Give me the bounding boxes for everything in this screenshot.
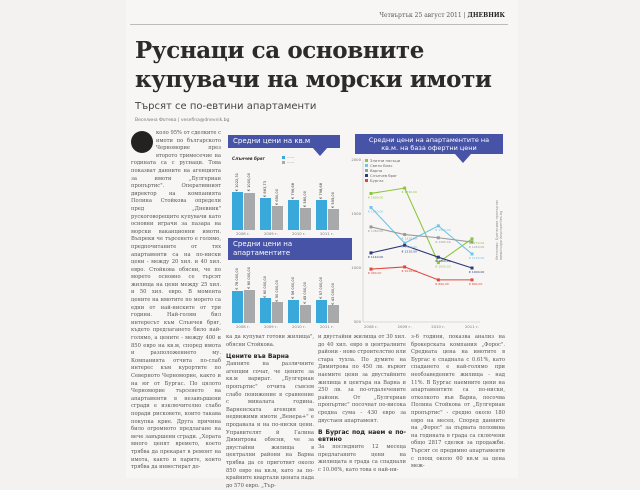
bar-value-label: € 43 000,00 — [331, 282, 335, 305]
bar — [260, 298, 271, 323]
data-label: € 1240,00 — [469, 245, 485, 250]
data-label: € 890,00 — [435, 281, 449, 286]
bar-value-label: € 650,00 — [275, 188, 279, 205]
x-tick-label: 2010 г. — [292, 324, 307, 329]
bar-value-label: € 555,00 — [331, 192, 335, 209]
bar — [300, 208, 311, 230]
data-label: € 1000,00 — [469, 270, 485, 274]
column-text: з-6 години, показва анализ на брокерската компания „Форос". Средната цена на имотите в Бургас е спаднала с 0.61%, като спадането е най-голямо при необзаведените жилища - над 11%. В Бургас наемните цени на апартаментите са по-ниски, отколкото във Варна, посочва Полина Стойкова от „Булгериан пропъртис" - средно около 180 евро на месец. Според данните на „Форос" за първата половина на годината в града са сключени общо 2817 сделки за продажби. Търсят се предимно апартаменти с площ около 60 кв.м за цена меж- — [411, 334, 505, 470]
bar-value-label: € 1022,31 — [235, 172, 239, 191]
data-label: € 1270,00 — [469, 240, 485, 245]
x-tick-label: 2008 г. — [363, 324, 379, 329]
bar — [272, 206, 283, 230]
bar — [316, 300, 327, 323]
column-text: коло 95% от сделките с имоти по българското Черноморие през второто тримесечие на годината са с руснаци. Това показват данните на агенцията за имоти „Булгериан пропъртис". Оперативният директор на компанията Полина Стойкова определи пред „Дневник" рускоговорещите купувачи като основни играчи за пазара на морски ваканционни имоти. Въпреки че търсенето е голямо, предпочитаните от тях апартаменти са на по-ниски цени - между 20 хил. и 40 хил. евро. Стойкова обясни, че по морето основно се търсят жилища на цени между 25 хил. и 50 хил. евро. В момента цените на имотите по морето са едни от най-ниските от три години. Най-голям бил интересът към Слънчев бряг, където предлагането било най-голямо, а цените - между 400 и 850 евро на кв.м, според имота и разположението му. Компанията отчита по-слаб интерес към курортите по Северното Черноморие, както и на юг от Бургас. По цялото Черноморие търсенето на апартаменти в незавършени сгради е изключително слабо поради рисковете, които такава покупка крие. Друга причина било огромното предлагане на вече завършени сгради. „Хората много ценят времето, което трябва да прекарат в ремонт на имота, както и парите, които трябва да инвестират до- — [131, 130, 221, 471]
issue-date: Четвъртък 25 август 2011 — [379, 12, 462, 19]
x-tick-label: 2009 г. — [264, 231, 279, 236]
data-label: € 1210,00 — [401, 249, 417, 254]
legend-item: Бургас — [365, 178, 400, 183]
newspaper-name: ДНЕВНИК — [467, 12, 505, 19]
column-text: ка да купуват готови жилища", обясни Стойкова. — [226, 334, 314, 348]
bar-value-label: € 50 000,00 — [275, 279, 279, 302]
callout-pointer — [312, 147, 328, 156]
y-tick-label: 500 — [353, 319, 361, 324]
article-subtitle: Търсят се по-евтини апартаменти — [135, 101, 317, 112]
x-tick-label: 2010 г. — [431, 324, 446, 329]
data-label: € 1390,00 — [435, 227, 451, 232]
data-label: € 1010,00 — [401, 268, 417, 273]
bar-value-label: € 60 000,00 — [263, 275, 267, 298]
chart-1-title: Средни цени на кв.м — [228, 135, 340, 148]
bar — [244, 290, 255, 323]
data-label: € 1380,00 — [368, 228, 384, 233]
data-label: € 1130,00 — [469, 255, 485, 260]
bar — [288, 300, 299, 323]
bar — [260, 198, 271, 230]
chart-3-source: Източник: Булгериан пропъртис www.bulgarianproperties.bg — [495, 199, 503, 260]
column-text: За последните 12 месеца предлаганите цени на жилищата в града са спаднали с 10.06%, като това е най-ни- — [318, 444, 406, 473]
column-3 — [318, 334, 406, 476]
column-4 — [411, 334, 505, 476]
x-tick-label: 2008 г. — [236, 231, 251, 236]
column-text: Данните на различните агенции сочат, че цените за кв.м варират. „Булгериан пропъртис" отчита съвсем слабо понижение в сравнение с миналата година. Варненската агенция за недвижими имоти „Венера+" е продавала и на по-ниски цени. Управителят й Галина Димитрова обясни, че за двустайни жилища в централни райони на Варна трябва да се приготвят около 850 евро на кв.м, като за по-крайните квартали цената пада до 570 евро. „Тър- — [226, 361, 314, 489]
data-label: € 1140,00 — [368, 254, 384, 259]
bar-value-label: € 1000,00 — [247, 173, 251, 192]
bar-value-label: € 80 000,00 — [247, 267, 251, 290]
column-text: и двустайни жилища от 30 хил. до 40 хил. евро в централните райони - ново строителство или стара тухла. По думите на Димитрова по 450 лв. вървят наемите цени за двустайните жилища в центъра на Варна и 250 лв. за по-отдалечените райони. От „Булгериан пропъртис" посочват по-висока средна сума - 430 евро за двустаен апартамент. — [318, 334, 406, 424]
bar — [232, 192, 243, 230]
subheading: Цените във Варна — [226, 353, 289, 361]
chart-1-legend: ······ ······ — [282, 155, 294, 165]
bar-value-label: € 798,68 — [319, 183, 323, 200]
bar — [232, 291, 243, 323]
bar-value-label: € 796,68 — [291, 183, 295, 200]
bar — [288, 200, 299, 230]
chart-3-title: Средни цени на апартаментите на кв.м. на база офертни цени — [355, 134, 503, 154]
data-label: € 1740,00 — [401, 190, 417, 195]
legend-item: Златни пясъци — [365, 158, 400, 163]
y-tick-label: 2000 — [351, 157, 361, 162]
data-label: € 1230,00 — [401, 245, 417, 250]
chart-2-plot — [232, 267, 344, 329]
callout-pointer — [318, 250, 334, 259]
bar-value-label: € 56 000,00 — [291, 277, 295, 299]
bar-value-label: € 57 000,00 — [319, 276, 323, 299]
bar-value-label: € 78 000,00 — [235, 268, 239, 290]
legend-item: Свети Влас — [365, 163, 400, 168]
byline: Веселина Фотева | vesefina@dnevnik.bg — [135, 118, 230, 123]
header-rule — [130, 24, 508, 25]
x-tick-label: 2009 г. — [264, 324, 279, 329]
x-tick-label: 2011 г. — [320, 324, 335, 329]
data-label: € 1280,00 — [435, 239, 451, 244]
bar — [328, 305, 339, 323]
bar — [272, 302, 283, 323]
dropcap-o — [131, 131, 153, 153]
x-tick-label: 2010 г. — [292, 231, 307, 236]
y-tick-label: 1000 — [351, 265, 361, 270]
data-label: € 1560,00 — [368, 209, 384, 214]
column-2 — [226, 334, 314, 489]
chart-2-title: Средни цени на апартаментите — [228, 238, 352, 260]
subheading: В Бургас под наем е по-евтино — [318, 429, 406, 444]
x-tick-label: 2011 г. — [464, 324, 480, 329]
data-label: € 1310,00 — [401, 236, 417, 241]
column-1 — [131, 130, 221, 475]
bar-value-label: € 863,73 — [263, 180, 267, 197]
legend-item: Варна — [365, 168, 400, 173]
data-label: € 1050,00 — [435, 264, 451, 269]
bar-value-label: € 45 000,00 — [303, 281, 307, 304]
bar — [300, 305, 311, 324]
legend-item: Слънчев бряг — [365, 173, 400, 178]
chart-3-plot — [345, 155, 493, 333]
data-label: € 1690,00 — [368, 195, 384, 200]
page-header: Четвъртък 25 август 2011 | ДНЕВНИК — [379, 12, 505, 19]
bar — [316, 200, 327, 230]
x-tick-label: 2009 г. — [397, 324, 412, 329]
data-label: € 890,00 — [469, 281, 483, 286]
series-line — [371, 245, 472, 268]
data-label: € 1100,00 — [435, 259, 451, 264]
data-label: € 990,00 — [368, 271, 382, 276]
x-tick-label: 2011 г. — [320, 231, 335, 236]
chart-1-plot — [232, 172, 344, 236]
chart-1-subtitle: Слънчев бряг — [232, 156, 265, 161]
bar — [244, 193, 255, 230]
article-title: Руснаци са основните купувачи на морски имоти — [135, 37, 492, 93]
bar-value-label: € 580,00 — [303, 191, 307, 208]
x-tick-label: 2008 г. — [236, 324, 251, 329]
y-tick-label: 1500 — [351, 211, 361, 216]
bar — [328, 209, 339, 230]
